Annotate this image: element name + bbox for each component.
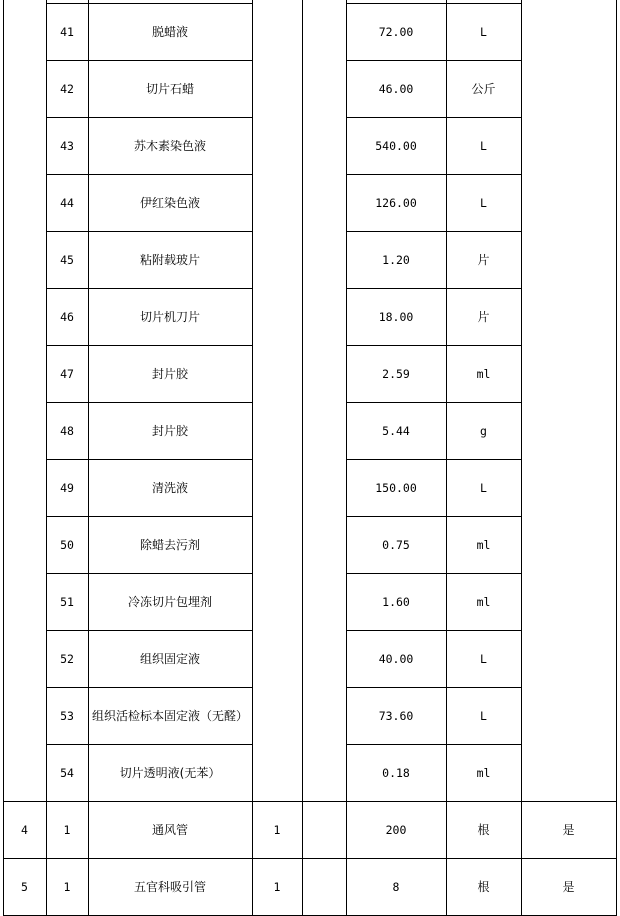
item-name: 组织固定液: [139, 651, 200, 666]
item-name: 切片透明液(无苯）: [119, 765, 221, 780]
item-quantity-value: 40.00: [378, 651, 414, 666]
row-number: 1: [63, 822, 71, 837]
item-flag: 是: [562, 822, 575, 837]
item-unit: 根: [477, 879, 490, 894]
table-rule: [3, 0, 4, 916]
item-name: 苏木素染色液: [133, 138, 206, 153]
item-unit: ml: [476, 594, 491, 609]
item-unit: ml: [476, 366, 491, 381]
row-number: 41: [60, 24, 74, 39]
item-name: 切片石蜡: [145, 81, 194, 96]
row-number: 1: [63, 879, 71, 894]
item-quantity-value: 8: [392, 879, 400, 894]
table-rule: [88, 0, 89, 916]
item-unit: ml: [476, 537, 491, 552]
item-quantity-value: 0.75: [382, 537, 410, 552]
row-number: 49: [60, 480, 74, 495]
item-unit: L: [480, 24, 487, 39]
table-rule: [302, 0, 303, 916]
item-unit: L: [480, 138, 487, 153]
item-quantity-value: 540.00: [375, 138, 417, 153]
item-unit: g: [480, 423, 487, 438]
row-number: 45: [60, 252, 74, 267]
item-flag: 是: [562, 879, 575, 894]
item-name: 除蜡去污剂: [139, 537, 200, 552]
item-unit: 公斤: [471, 81, 496, 96]
item-quantity-value: 46.00: [378, 81, 414, 96]
item-quantity-value: 5.44: [382, 423, 410, 438]
item-name: 封片胶: [151, 423, 188, 438]
table-rule: [446, 0, 447, 916]
row-number: 53: [60, 708, 74, 723]
item-quantity-value: 72.00: [378, 24, 414, 39]
row-number: 52: [60, 651, 74, 666]
item-name: 封片胶: [151, 366, 188, 381]
item-name: 粘附载玻片: [139, 252, 200, 267]
group-number: 5: [21, 879, 28, 894]
row-number: 44: [60, 195, 74, 210]
item-name: 组织活检标本固定液（无醛）: [92, 708, 249, 723]
item-count: 1: [273, 879, 281, 894]
item-unit: 根: [477, 822, 490, 837]
row-number: 48: [60, 423, 74, 438]
row-number: 54: [60, 765, 74, 780]
item-quantity-value: 18.00: [378, 309, 414, 324]
item-name: 五官科吸引管: [133, 879, 206, 894]
table-rule: [616, 0, 617, 916]
item-unit: L: [480, 651, 487, 666]
row-number: 42: [60, 81, 74, 96]
group-number: 4: [21, 822, 28, 837]
item-unit: 片: [477, 252, 490, 267]
table-rule: [521, 0, 522, 916]
item-name: 清洗液: [151, 480, 188, 495]
item-quantity-value: 1.60: [382, 594, 410, 609]
item-name: 冷冻切片包埋剂: [127, 594, 212, 609]
item-unit: 片: [477, 309, 490, 324]
item-name: 伊红染色液: [139, 195, 200, 210]
item-unit: ml: [476, 765, 491, 780]
item-quantity-value: 1.20: [382, 252, 410, 267]
table-rule: [252, 0, 253, 916]
item-quantity-value: 0.18: [382, 765, 410, 780]
item-name: 切片机刀片: [139, 309, 200, 324]
row-number: 47: [60, 366, 74, 381]
row-number: 51: [60, 594, 74, 609]
item-quantity-value: 2.59: [382, 366, 410, 381]
item-name: 脱蜡液: [151, 24, 188, 39]
item-unit: L: [480, 480, 487, 495]
table-rule: [346, 0, 347, 916]
item-quantity-value: 126.00: [375, 195, 417, 210]
item-count: 1: [273, 822, 281, 837]
row-number: 50: [60, 537, 74, 552]
item-quantity-value: 150.00: [375, 480, 417, 495]
row-number: 43: [60, 138, 74, 153]
item-unit: L: [480, 195, 487, 210]
row-number: 46: [60, 309, 74, 324]
item-unit: L: [480, 708, 487, 723]
item-quantity-value: 73.60: [378, 708, 414, 723]
item-name: 通风管: [151, 822, 188, 837]
item-quantity-value: 200: [385, 822, 407, 837]
table-rule: [46, 0, 47, 916]
